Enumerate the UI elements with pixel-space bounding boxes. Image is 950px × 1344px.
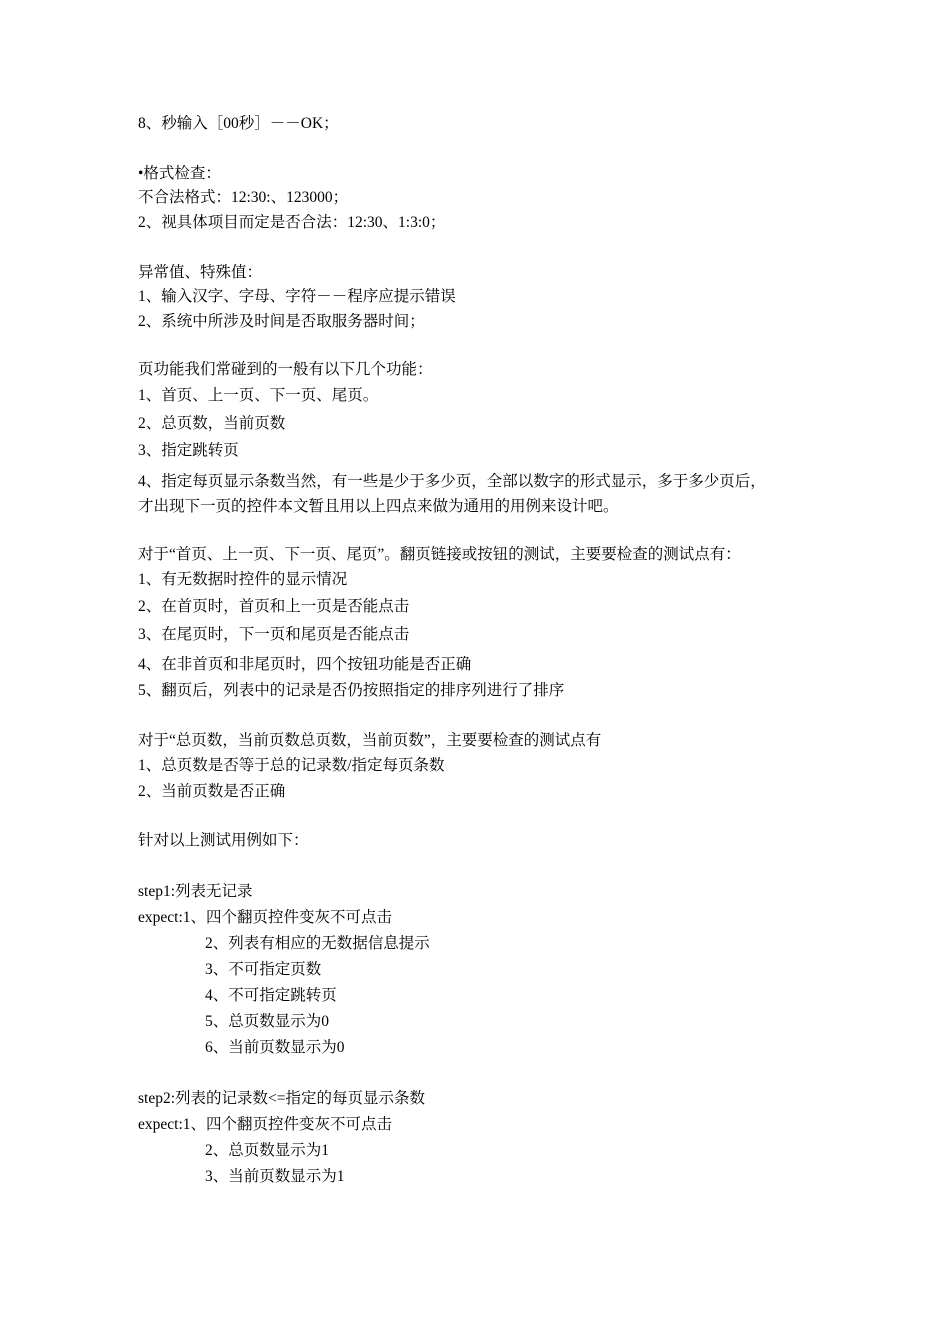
text-line: 4、指定每页显示条数当然，有一些是少于多少页，全部以数字的形式显示，多于多少页后， xyxy=(138,473,766,490)
expect-item: 4、不可指定跳转页 xyxy=(205,987,337,1004)
section-heading: 异常值、特殊值： xyxy=(138,264,263,281)
text-line: 1、总页数是否等于总的记录数/指定每页条数 xyxy=(138,757,445,774)
section-heading: 页功能我们常碰到的一般有以下几个功能： xyxy=(138,361,433,378)
text-line: 1、输入汉字、字母、字符－－程序应提示错误 xyxy=(138,288,456,305)
section-heading: •格式检查： xyxy=(138,165,221,182)
section-heading: 针对以上测试用例如下： xyxy=(138,832,309,849)
section-heading: 对于“总页数，当前页数总页数，当前页数”，主要要检查的测试点有 xyxy=(138,732,602,749)
expect-item: 2、列表有相应的无数据信息提示 xyxy=(205,935,430,952)
expect-item: 2、总页数显示为1 xyxy=(205,1142,330,1159)
expect-line: expect:1、四个翻页控件变灰不可点击 xyxy=(138,1116,393,1133)
text-line: 3、指定跳转页 xyxy=(138,442,239,459)
expect-line: expect:1、四个翻页控件变灰不可点击 xyxy=(138,909,393,926)
text-line: 3、在尾页时，下一页和尾页是否能点击 xyxy=(138,626,410,643)
text-line: 不合法格式：12:30:、123000； xyxy=(138,189,349,206)
text-line: 4、在非首页和非尾页时，四个按钮功能是否正确 xyxy=(138,656,472,673)
expect-item: 6、当前页数显示为0 xyxy=(205,1039,345,1056)
text-line: 2、当前页数是否正确 xyxy=(138,783,286,800)
text-line: 2、系统中所涉及时间是否取服务器时间； xyxy=(138,313,425,330)
text-line: 1、有无数据时控件的显示情况 xyxy=(138,571,348,588)
text-line: 2、在首页时，首页和上一页是否能点击 xyxy=(138,598,410,615)
text-line: 2、总页数，当前页数 xyxy=(138,415,286,432)
text-line: 5、翻页后，列表中的记录是否仍按照指定的排序列进行了排序 xyxy=(138,682,565,699)
step-title: step2:列表的记录数<=指定的每页显示条数 xyxy=(138,1090,426,1107)
text-line: 2、视具体项目而定是否合法：12:30、1:3:0； xyxy=(138,214,446,231)
text-line: 8、秒输入［00秒］－－OK； xyxy=(138,115,339,132)
section-heading: 对于“首页、上一页、下一页、尾页”。翻页链接或按钮的测试，主要要检查的测试点有： xyxy=(138,546,741,563)
expect-item: 3、不可指定页数 xyxy=(205,961,322,978)
text-line: 才出现下一页的控件本文暂且用以上四点来做为通用的用例来设计吧。 xyxy=(138,498,619,515)
step-title: step1:列表无记录 xyxy=(138,883,253,900)
expect-item: 3、当前页数显示为1 xyxy=(205,1168,345,1185)
text-line: 1、首页、上一页、下一页、尾页。 xyxy=(138,387,379,404)
expect-item: 5、总页数显示为0 xyxy=(205,1013,330,1030)
